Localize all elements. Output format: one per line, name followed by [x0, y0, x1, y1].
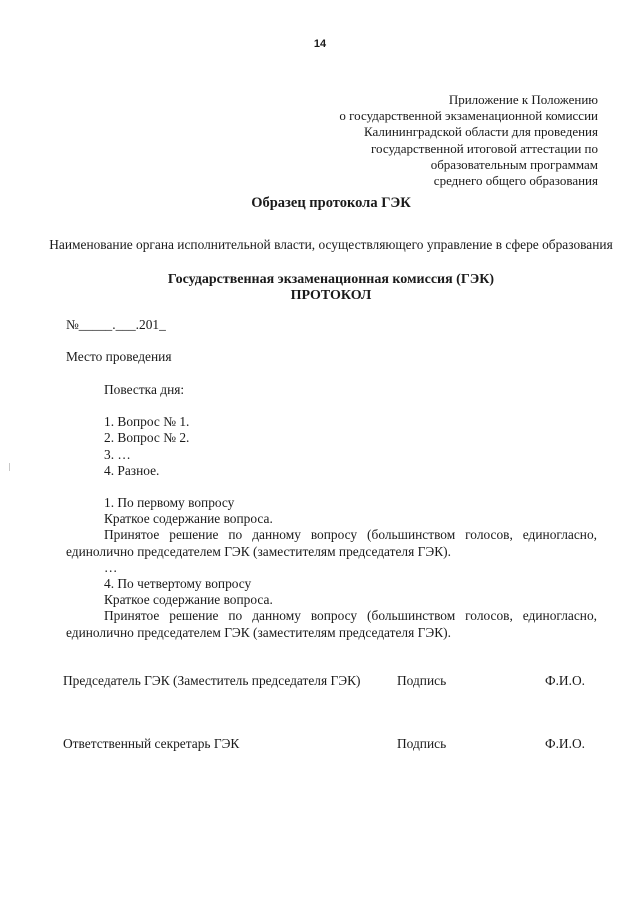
appendix-line: Приложение к Положению [448, 92, 598, 107]
protocol-body [66, 495, 597, 641]
ellipsis: … [104, 559, 118, 575]
protocol-number: №_____.___.201_ [66, 317, 166, 332]
authority-name: Наименование органа исполнительной власти, осуществляющего управление в сфере образования [49, 237, 613, 252]
appendix-line: среднего общего образования [433, 173, 598, 189]
protocol-heading: ПРОТОКОЛ [290, 288, 372, 303]
agenda-item: 4. Разное. [104, 463, 160, 479]
meeting-place: Место проведения [66, 349, 172, 364]
document-title: Образец протокола ГЭК [251, 195, 411, 211]
section-heading: 4. По четвертому вопросу [104, 576, 252, 592]
page-number: 14 [313, 38, 327, 50]
signature-role: Председатель ГЭК (Заместитель председателя ГЭК) [63, 673, 361, 688]
section-decision: Принятое решение по данному вопросу (большинством голосов, единогласно, единолично председателем ГЭК (заместителям председателя ГЭК). [66, 608, 597, 640]
commission-name: Государственная экзаменационная комиссия (ГЭК) [167, 272, 495, 287]
signature-name: Ф.И.О. [545, 736, 585, 751]
appendix-line: Калининградской области для проведения [364, 124, 598, 140]
section-summary: Краткое содержание вопроса. [104, 511, 273, 527]
agenda-item: 2. Вопрос № 2. [104, 430, 190, 446]
agenda-item: 3. … [104, 446, 131, 462]
agenda-title: Повестка дня: [104, 382, 185, 397]
agenda-item: 1. Вопрос № 1. [104, 414, 190, 429]
signature-name: Ф.И.О. [545, 673, 585, 688]
appendix-line: образовательным программам [430, 156, 598, 172]
section-decision: Принятое решение по данному вопросу (большинством голосов, единогласно, единолично председателем ГЭК (заместителям председателя ГЭК). [66, 527, 597, 559]
appendix-line: государственной итоговой аттестации по [371, 140, 598, 156]
section-summary: Краткое содержание вопроса. [104, 592, 273, 608]
signature-label: Подпись [397, 673, 447, 688]
section-heading: 1. По первому вопросу [104, 495, 235, 510]
signature-label: Подпись [397, 736, 447, 751]
appendix-note [339, 92, 598, 189]
appendix-line: о государственной экзаменационной комиссии [339, 108, 598, 124]
signature-role: Ответственный секретарь ГЭК [63, 736, 240, 751]
agenda-list [104, 414, 189, 480]
margin-mark [9, 463, 10, 471]
